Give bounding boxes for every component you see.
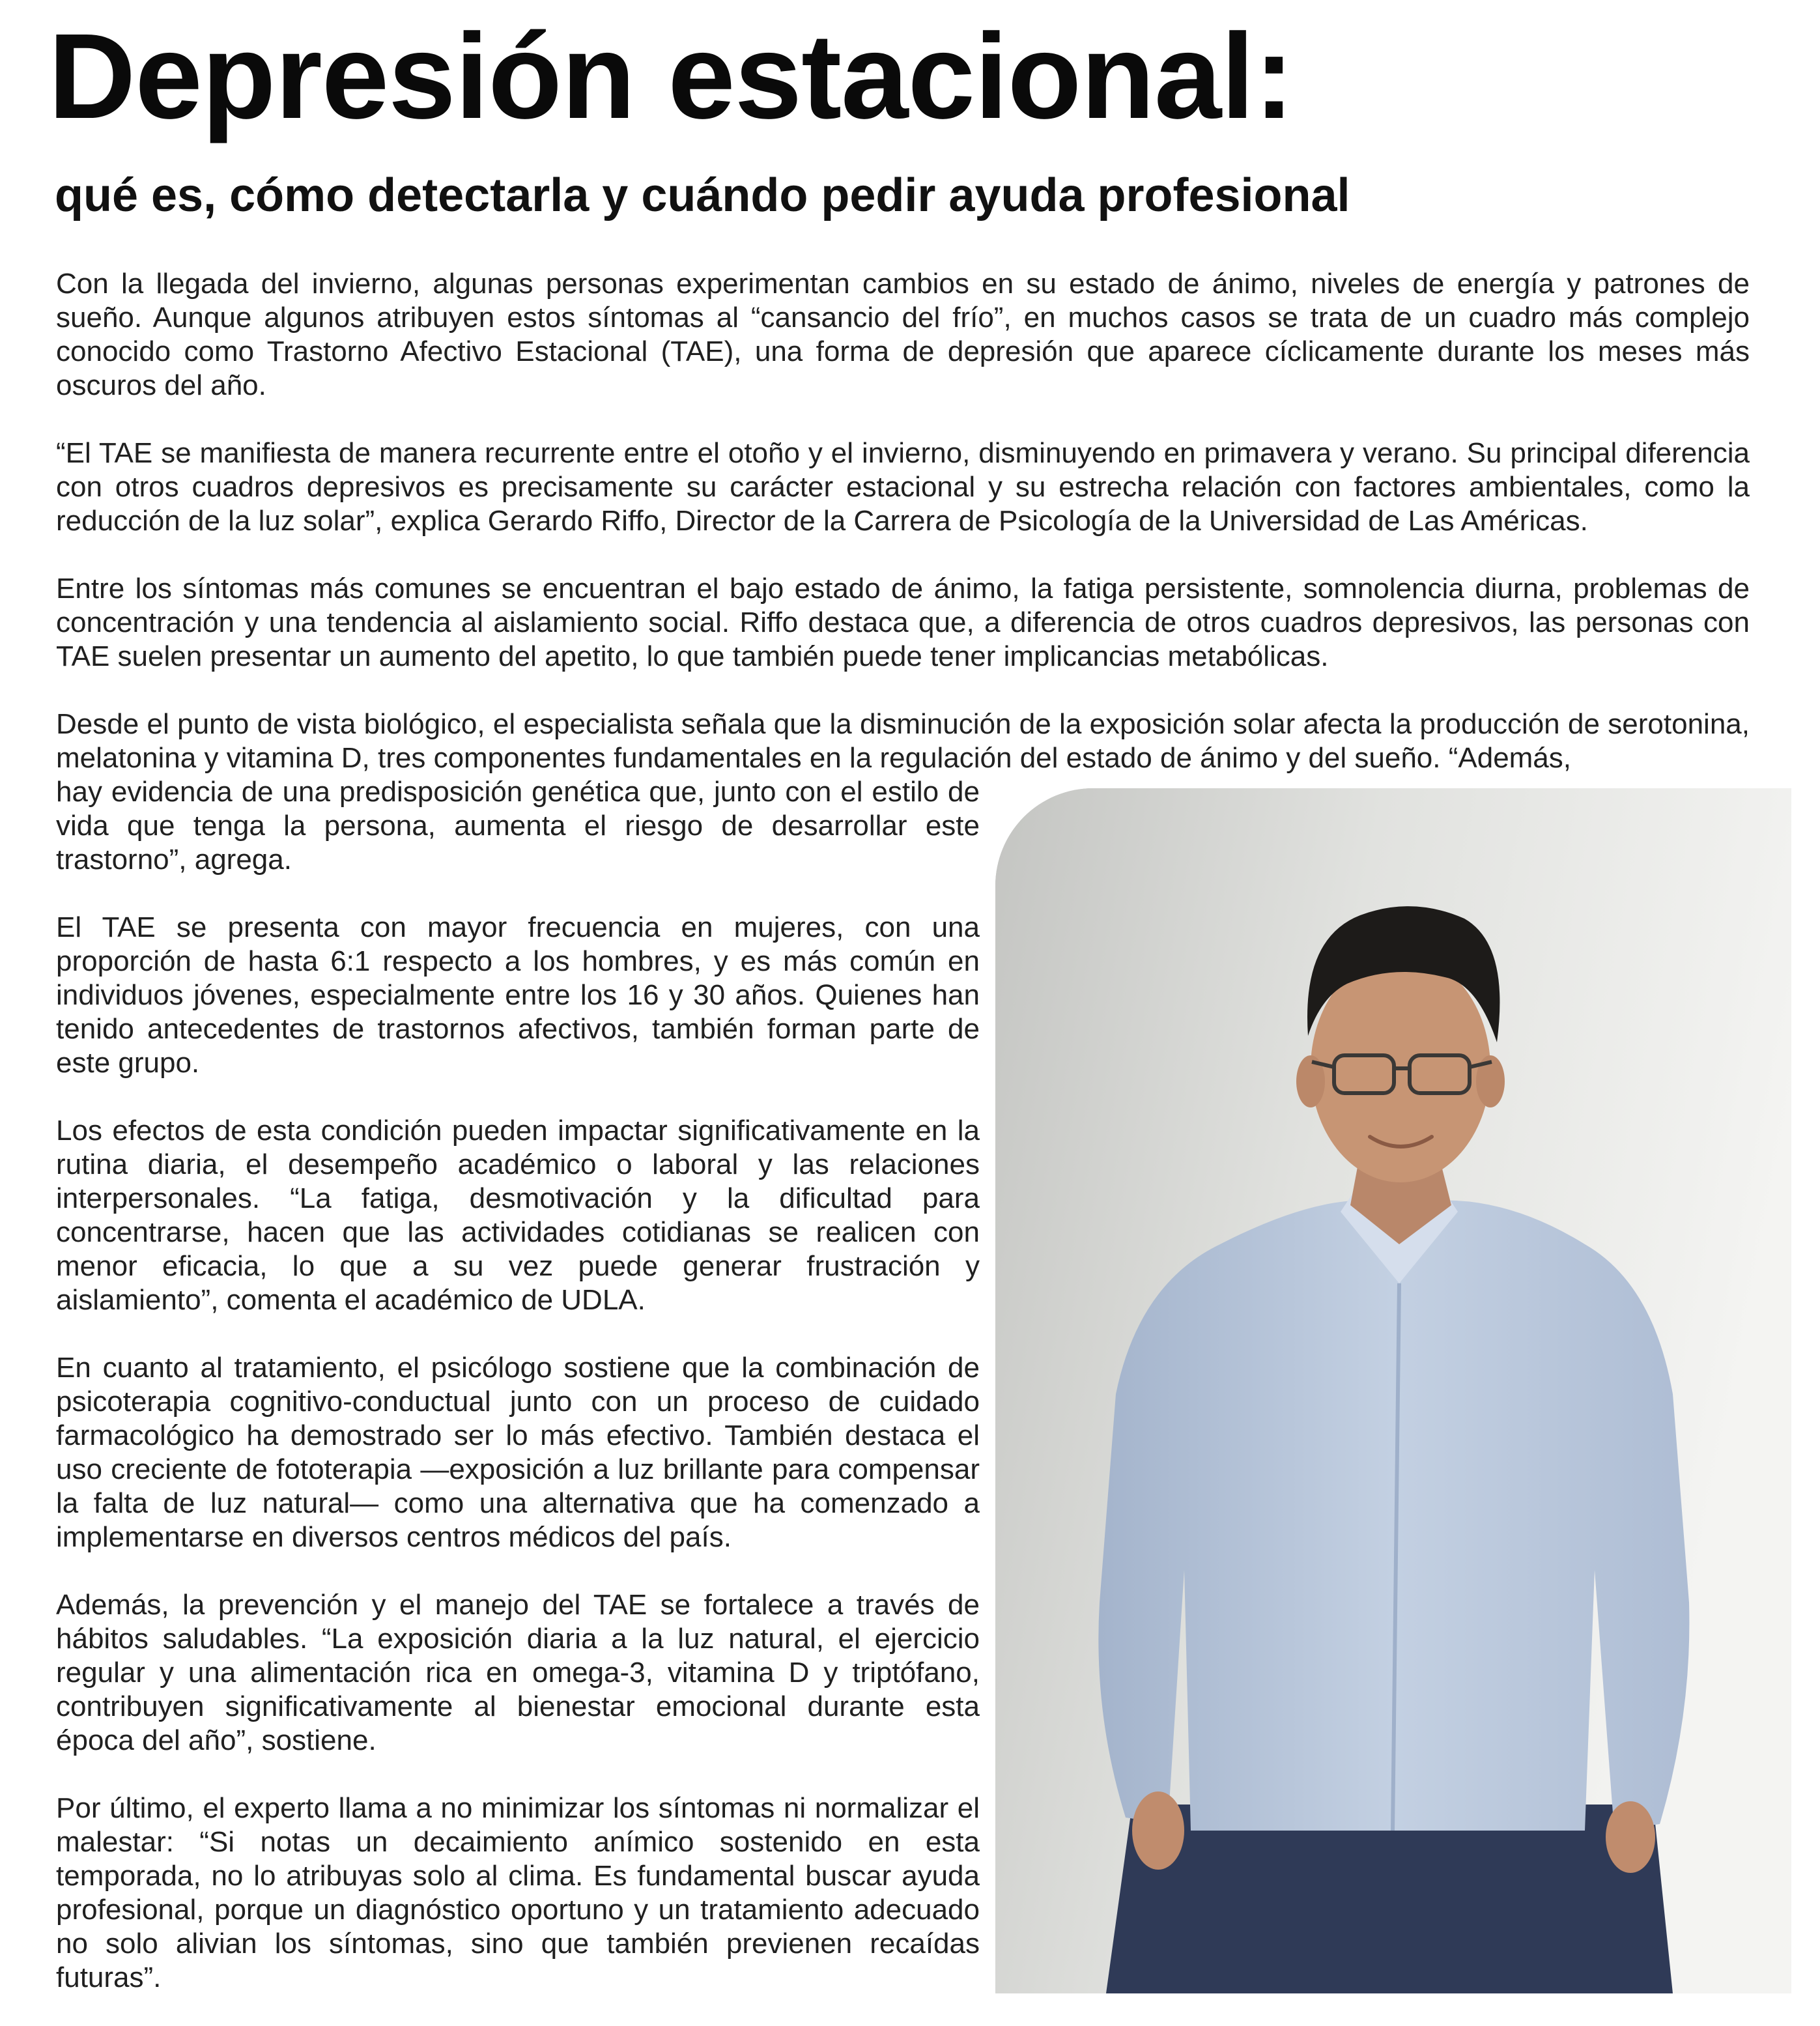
article-subtitle: qué es, cómo detectarla y cuándo pedir ayuda profesional bbox=[55, 169, 1350, 221]
trousers-shape bbox=[1106, 1805, 1673, 1993]
right-hand bbox=[1606, 1801, 1655, 1873]
paragraph-prevalence: El TAE se presenta con mayor frecuencia en mujeres, con una proporción de hasta 6:1 respecto a los hombres, y es más común en individuos jóvenes, especialmente entre los 16 y 30 años. Quienes han tenido antecedentes de trastornos afectivos, también forman parte de este grupo. bbox=[56, 911, 980, 1079]
left-hand bbox=[1132, 1791, 1184, 1870]
paragraph-symptoms: Entre los síntomas más comunes se encuentran el bajo estado de ánimo, la fatiga persistente, somnolencia diurna, problemas de concentración y una tendencia al aislamiento social. Riffo destaca que, a diferencia de otros cuadros depresivos, las personas con TAE suelen presentar un aumento del apetito, lo que también puede tener implicancias metabólicas. bbox=[56, 573, 1750, 672]
paragraph-effects: Los efectos de esta condición pueden impactar significativamente en la rutina diaria, el desempeño académico o laboral y las relaciones interpersonales. “La fatiga, desmotivación y la dificultad para concentrarse, hacen que las actividades cotidianas se realicen con menor eficacia, lo que a su vez puede generar frustración y aislamiento”, comenta el académico de UDLA. bbox=[56, 1115, 980, 1316]
paragraph-genetics: hay evidencia de una predisposición genética que, junto con el estilo de vida que tenga la persona, aumenta el riesgo de desarrollar este trastorno”, agrega. bbox=[56, 776, 980, 876]
paragraph-treatment: En cuanto al tratamiento, el psicólogo sostiene que la combinación de psicoterapia cognitivo-conductual junto con un proceso de cuidado farmacológico ha demostrado ser lo más efectivo. También destaca el uso creciente de fototerapia —exposición a luz brillante para compensar la falta de luz natural— como una alternativa que ha comenzado a implementarse en diversos centros médicos del país. bbox=[56, 1352, 980, 1553]
portrait-illustration bbox=[995, 788, 1791, 1993]
article-title: Depresión estacional: bbox=[48, 9, 1294, 144]
portrait-photo bbox=[995, 788, 1791, 1993]
paragraph-biology: Desde el punto de vista biológico, el especialista señala que la disminución de la exposición solar afecta la producción de serotonina, melatonina y vitamina D, tres componentes fundamentales en la regulación del estado de ánimo y del sueño. “Además, bbox=[56, 708, 1750, 774]
paragraph-prevention: Además, la prevención y el manejo del TAE se fortalece a través de hábitos saludables. “La exposición diaria a la luz natural, el ejercicio regular y una alimentación rica en omega-3, vitamina D y triptófano, contribuyen significativamente al bienestar emocional durante esta época del año”, sostiene. bbox=[56, 1589, 980, 1756]
paragraph-intro: Con la llegada del invierno, algunas personas experimentan cambios en su estado de ánimo, niveles de energía y patrones de sueño. Aunque algunos atribuyen estos síntomas al “cansancio del frío”, en muchos casos se trata de un cuadro más complejo conocido como Trastorno Afectivo Estacional (TAE), una forma de depresión que aparece cíclicamente durante los meses más oscuros del año. bbox=[56, 268, 1750, 401]
paragraph-conclusion: Por último, el experto llama a no minimizar los síntomas ni normalizar el malestar: “Si notas un decaimiento anímico sostenido en esta temporada, no lo atribuyas solo al clima. Es fundamental buscar ayuda profesional, porque un diagnóstico oportuno y un tratamiento adecuado no solo alivian los síntomas, sino que también previenen recaídas futuras”. bbox=[56, 1792, 980, 1993]
paragraph-quote-definition: “El TAE se manifiesta de manera recurrente entre el otoño y el invierno, disminuyendo en primavera y verano. Su principal diferencia con otros cuadros depresivos es precisamente su carácter estacional y su estrecha relación con factores ambientales, como la reducción de la luz solar”, explica Gerardo Riffo, Director de la Carrera de Psicología de la Universidad de Las Américas. bbox=[56, 437, 1750, 537]
